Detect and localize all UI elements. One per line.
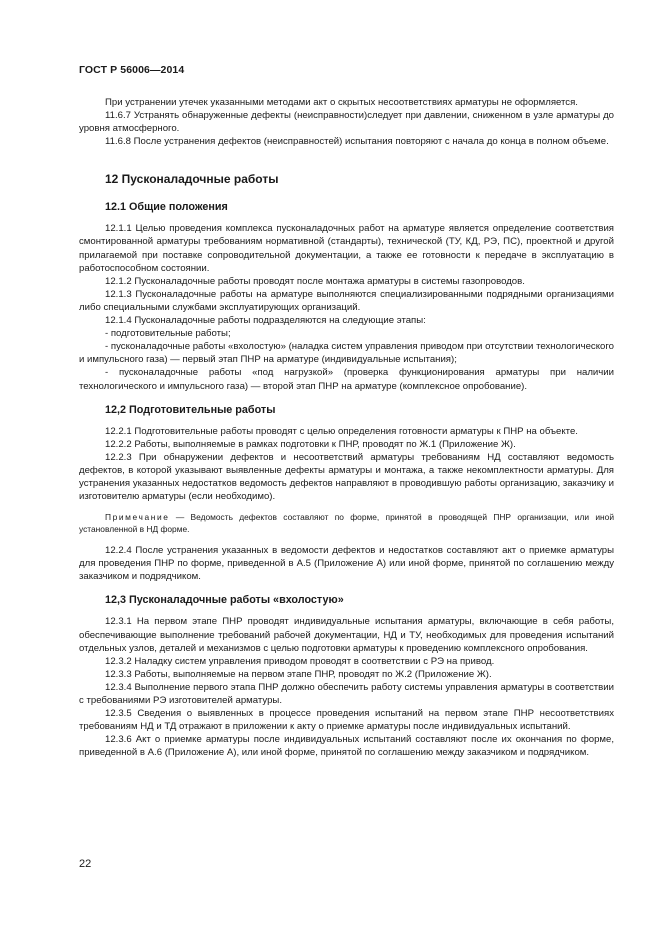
clause-12-1-1: 12.1.1 Целью проведения комплекса пусконаладочных работ на арматуре является определение соответствия смонтированной арматуры требованиям нормативной (стандарты), технической (ТУ, КД, РЭ, ПС), проектной и другой прилагаемой при поставке сопроводительной документации, а также ее готовности к передаче в эксплуатацию в работоспособном состоянии. — [79, 223, 614, 274]
clause-12-2-2: 12.2.2 Работы, выполняемые в рамках подготовки к ПНР, проводят по Ж.1 (Приложение Ж). — [105, 438, 516, 450]
section-12-2-title: 12,2 Подготовительные работы — [105, 403, 276, 416]
note — [79, 512, 614, 535]
stage-list-item: - пусконаладочные работы «под нагрузкой» (проверка функционирования арматуры при наличии технологического и импульсного газа) — второй этап ПНР на арматуре (комплексное опробование). — [79, 367, 614, 392]
clause-12-3-6: 12.3.6 Акт о приемке арматуры после индивидуальных испытаний составляют после их окончания по форме, приведенной в А.6 (Приложение А), или иной форме, принятой по соглашению между заказчиком и подрядчиком. — [79, 734, 614, 759]
clause-12-2-4: 12.2.4 После устранения указанных в ведомости дефектов и недостатков составляют акт о приемке арматуры для проведения ПНР по форме, приведенной в А.5 (Приложение А) или иной форме, принятой по соглашению между заказчиком и подрядчиком. — [79, 545, 614, 583]
clause-12-1-4: 12.1.4 Пусконаладочные работы подразделяются на следующие этапы: — [105, 315, 426, 327]
document-body — [79, 96, 614, 759]
clause-12-3-3: 12.3.3 Работы, выполняемые на первом этапе ПНР, проводят по Ж.2 (Приложение Ж). — [105, 668, 492, 680]
clause-12-3-4: 12.3.4 Выполнение первого этапа ПНР должно обеспечить работу системы управления арматуры в соответствии с требованиями РЭ изготовителей арматуры. — [79, 681, 614, 706]
page-number: 22 — [79, 858, 92, 870]
clause-12-3-5: 12.3.5 Сведения о выявленных в процессе проведения испытаний на первом этапе ПНР несоответствиях требованиям НД и ТД отражают в приложении к акту о приемке арматуры после индивидуальных испытаний. — [79, 708, 614, 733]
note-text: — Ведомость дефектов составляют по форме, принятой в проводящей ПНР организации, или иной установленной в НД форме. — [79, 512, 614, 534]
stage-list-item: - подготовительные работы; — [105, 328, 231, 340]
section-12-1-title: 12.1 Общие положения — [105, 201, 228, 214]
section-12-3-title: 12,3 Пусконаладочные работы «вхолостую» — [105, 594, 344, 607]
clause-12-2-3: 12.2.3 При обнаружении дефектов и несоответствий арматуры требованиям НД составляют ведомость дефектов, в которой указывают выявленные дефекты арматуры и монтажа, а также некомплектности арматуры. Для устранения указанных недостатков ведомость дефектов направляют в проводившую работы организацию, заказчику и изготовителю арматуры (если необходимо). — [79, 451, 614, 503]
stage-list-item: - пусконаладочные работы «вхолостую» (наладка систем управления приводом при отсутствии технологического и импульсного газа) — первый этап ПНР на арматуре (индивидуальные испытания); — [79, 341, 614, 366]
clause-11-6-8: 11.6.8 После устранения дефектов (неисправностей) испытания повторяют с начала до конца в полном объеме. — [105, 136, 609, 148]
section-12-title: 12 Пусконаладочные работы — [105, 172, 279, 187]
clause-12-2-1: 12.2.1 Подготовительные работы проводят с целью определения готовности арматуры к ПНР на объекте. — [105, 425, 578, 437]
intro-paragraph: При устранении утечек указанными методами акт о скрытых несоответствиях арматуры не оформляется. — [105, 97, 578, 108]
clause-11-6-7: 11.6.7 Устранять обнаруженные дефекты (неисправности)следует при давлении, сниженном в узле арматуры до уровня атмосферного. — [79, 110, 614, 135]
clause-12-3-2: 12.3.2 Наладку систем управления приводом проводят в соответствии с РЭ на привод. — [105, 655, 495, 667]
note-label: Примечание — [105, 512, 170, 523]
clause-12-3-1: 12.3.1 На первом этапе ПНР проводят индивидуальные испытания арматуры, включающие в себя работы, обеспечивающие выполнение требований рабочей документации, НД и ТУ, необходимых для проведения испытаний отдельных узлов, деталей и механизмов с целью подготовки арматуры к проведению комплексного опробования. — [79, 616, 614, 654]
clause-12-1-2: 12.1.2 Пусконаладочные работы проводят после монтажа арматуры в системы газопроводов. — [105, 275, 525, 287]
standard-header: ГОСТ Р 56006—2014 — [79, 64, 185, 76]
clause-12-1-3: 12.1.3 Пусконаладочные работы на арматуре выполняются специализированными подрядными организациями либо специальными службами эксплуатирующих организаций. — [79, 288, 614, 313]
